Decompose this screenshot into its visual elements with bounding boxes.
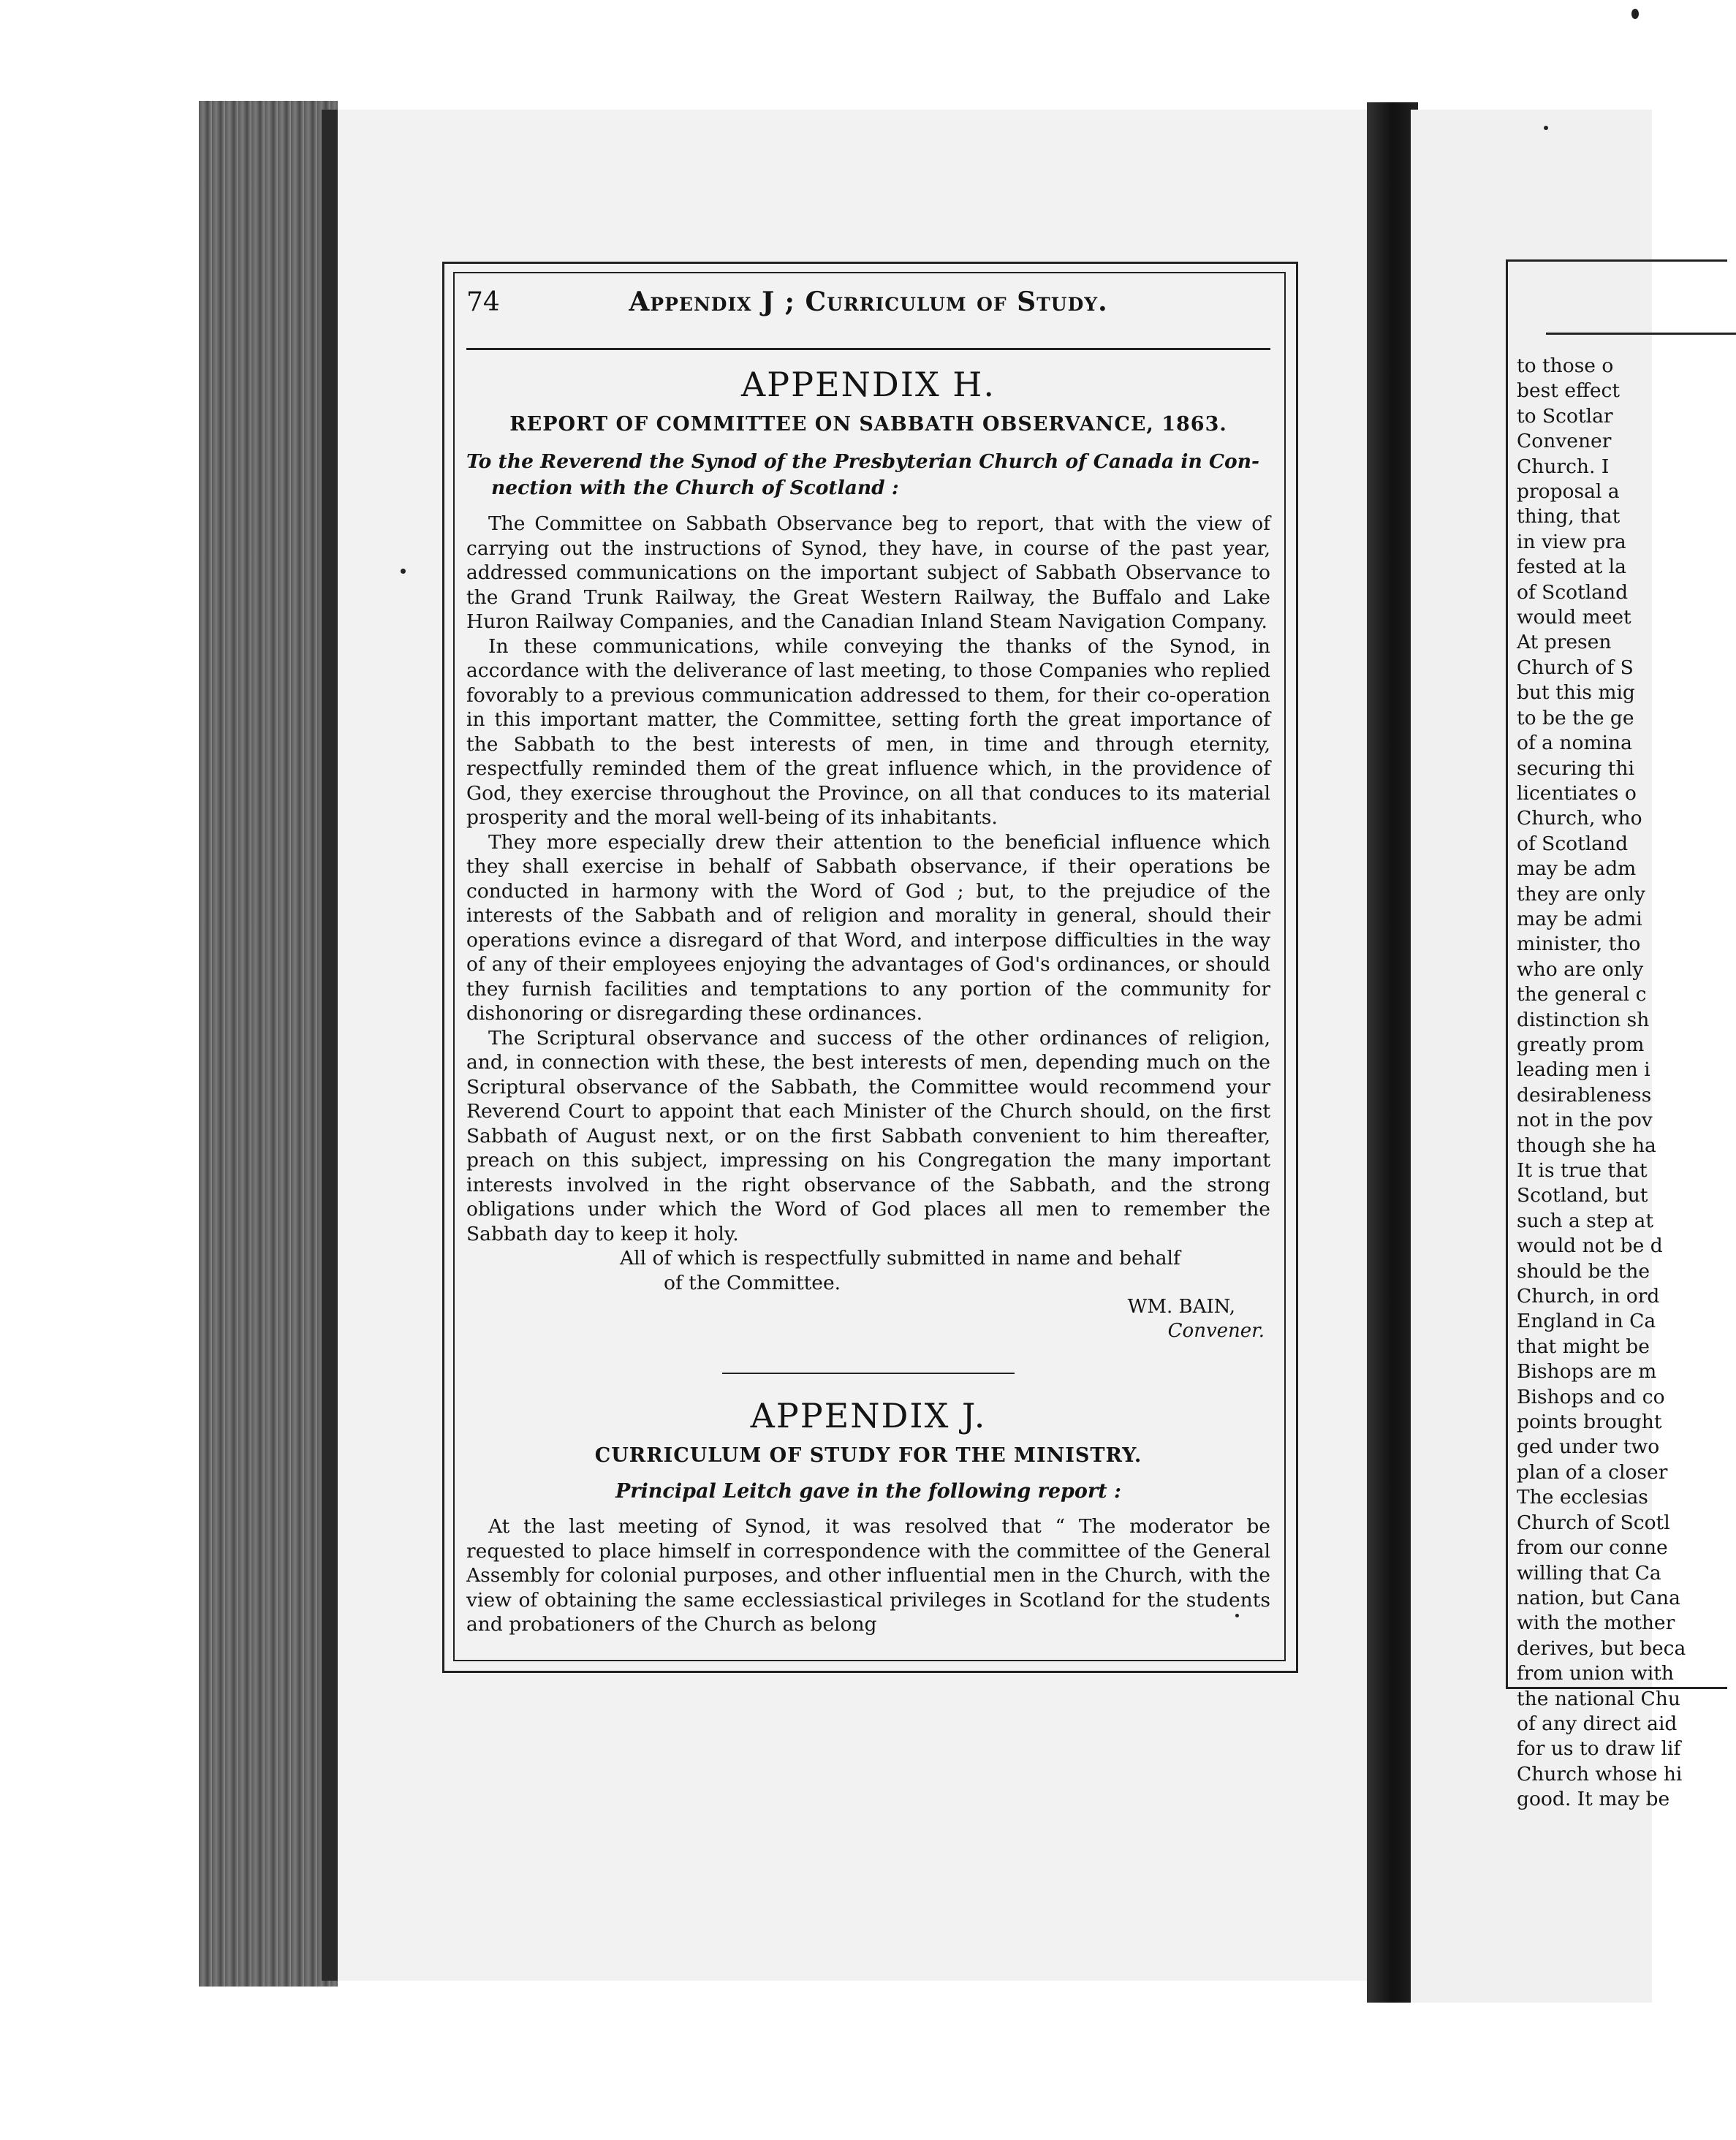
right-page-line: the national Chu [1517, 1687, 1680, 1710]
right-page-content [1517, 259, 1736, 1811]
right-page-line: Church whose hi [1517, 1762, 1683, 1786]
right-page-line: proposal a [1517, 480, 1620, 504]
right-page-line: though she ha [1517, 1134, 1656, 1157]
speck [1631, 9, 1639, 19]
right-page-line: to be the ge [1517, 706, 1634, 729]
page-number: 74 [466, 287, 500, 317]
right-page-line: to those o [1517, 354, 1614, 377]
right-page-line: for us to draw lif [1517, 1737, 1681, 1761]
appendix-j [466, 1396, 1270, 1637]
right-page-line: from union with [1517, 1662, 1674, 1685]
right-page-line: ged under two [1517, 1435, 1660, 1459]
right-page-line: of any direct aid [1517, 1712, 1678, 1735]
right-page-line: fested at la [1517, 555, 1626, 579]
signature-block [466, 1295, 1270, 1343]
appendix-j-subheading: CURRICULUM OF STUDY FOR THE MINISTRY. [594, 1444, 1142, 1467]
left-page-content [466, 276, 1270, 1650]
right-page-line: plan of a closer [1517, 1460, 1668, 1484]
right-page-line: in view pra [1517, 530, 1626, 553]
book-page-edges [199, 101, 338, 1987]
right-page-line: Church, in ord [1517, 1285, 1660, 1308]
closing-statement [466, 1246, 1270, 1295]
right-page-line: Church of Scotl [1517, 1511, 1670, 1534]
right-page-line: greatly prom [1517, 1033, 1645, 1056]
right-page-line: would meet [1517, 606, 1631, 629]
right-page-line: they are only [1517, 882, 1645, 906]
appendix-j-paragraph: At the last meeting of Synod, it was resolved that “ The moderator be requested to place himself in correspondence with the committee of the General Assembly for colonial purposes, and other influential men in the Church, with the view of obtaining the same ecclessiastical privileges in Scotland for the students and probationers of the Church as belong [466, 1515, 1270, 1636]
closing-line-1: All of which is respectfully submitted in name and behalf [620, 1247, 1180, 1270]
address-line-2: nection with the Church of Scotland : [491, 477, 899, 499]
running-title: Appendix J ; Curriculum of Study. [629, 287, 1108, 317]
right-header-rule [1546, 333, 1736, 335]
right-page-line: nation, but Cana [1517, 1586, 1680, 1609]
right-page-line: points brought [1517, 1411, 1662, 1434]
right-page-line: may be admi [1517, 907, 1642, 930]
right-page-line: desirableness [1517, 1083, 1652, 1107]
section-divider [722, 1373, 1015, 1374]
right-page-line: should be the [1517, 1259, 1650, 1283]
right-page-line: derives, but beca [1517, 1636, 1686, 1660]
address-line-1: To the Reverend the Synod of the Presbyterian Church of Canada in Con- [466, 450, 1259, 473]
right-page-line: who are only [1517, 957, 1644, 981]
paragraph-2: In these communications, while conveying the thanks of the Synod, in accordance with the deliverance of last meeting, to those Companies who replied fovorably to a previous communication addressed to them, for their co-operation in this important matter, the Committee, setting forth the great importance of the Sabbath to the best interests of men, in time and through eternity, respectfully reminded them of the great influence which, in the providence of God, they exercise throughout the Province, on all that conduces to its material prosperity and the moral well-being of its inhabitants. [466, 634, 1270, 829]
right-page-line: but this mig [1517, 681, 1635, 705]
right-page-line: willing that Ca [1517, 1561, 1661, 1585]
right-page-line: distinction sh [1517, 1008, 1650, 1031]
right-page-line: Bishops and co [1517, 1385, 1665, 1408]
right-page-line: not in the pov [1517, 1109, 1653, 1132]
appendix-h-heading: APPENDIX H. [740, 365, 996, 404]
right-page-line: Church, who [1517, 807, 1642, 830]
right-page-line: Bishops are m [1517, 1360, 1657, 1384]
right-page-line: that might be [1517, 1335, 1650, 1358]
paragraph-3: They more especially drew their attention to the beneficial influence which they shall exercise in behalf of Sabbath observance, if their operations be conducted in harmony with the Word of God ; but, to the prejudice of the interests of the Sabbath and of religion and morality in general, should their operations evince a disregard of that Word, and interpose difficulties in the way of any of their employees enjoying the advantages of God's ordinances, or should they furnish facilities and temptations to any portion of the community for dishonoring or disregarding these ordinances. [466, 830, 1270, 1025]
header-rule [466, 348, 1270, 350]
speck [1235, 1614, 1239, 1617]
right-page-line: of a nomina [1517, 732, 1632, 755]
paragraph-1: The Committee on Sabbath Observance beg to report, that with the view of carrying out the instructions of Synod, they have, in course of the past year, addressed communications on the important subject of Sabbath Observance to the Grand Trunk Railway, the Great Western Railway, the Buffalo and Lake Huron Railway Companies, and the Canadian Inland Steam Navigation Company. [466, 512, 1270, 633]
right-page-line: best effect [1517, 379, 1621, 403]
right-page-line: from our conne [1517, 1536, 1668, 1560]
paragraph-4: The Scriptural observance and success of the other ordinances of religion, and, in connection with these, the best interests of men, depending much on the Scriptural observance of the Sabbath, the Committee would recommend your Reverend Court to appoint that each Minister of the Church should, on the first Sabbath of August next, or on the first Sabbath convenient to him thereafter, preach on this subject, impressing on his Congregation the many important interests involved in the right observance of the Sabbath, and the strong obligations under which the Word of God places all men to remember the Sabbath day to keep it holy. [466, 1026, 1270, 1245]
speck [1544, 126, 1548, 130]
right-page-line: good. It may be [1517, 1788, 1670, 1811]
right-page-line: thing, that [1517, 505, 1621, 528]
signer-name: WM. BAIN, [1127, 1296, 1235, 1318]
speck [401, 569, 406, 574]
right-page-line: Convener [1517, 430, 1612, 453]
running-head [466, 287, 1270, 338]
closing-line-2: of the Committee. [664, 1271, 841, 1294]
right-page-line: Church of S [1517, 656, 1634, 679]
signer-role: Convener. [1167, 1320, 1265, 1342]
right-page-line: leading men i [1517, 1058, 1650, 1082]
right-page-line: would not be d [1517, 1234, 1663, 1258]
appendix-h [466, 365, 1270, 1343]
right-page-line: At presen [1517, 631, 1612, 654]
right-page-line: securing thi [1517, 756, 1634, 780]
appendix-h-subheading: REPORT OF COMMITTEE ON SABBATH OBSERVANCE, 1863. [509, 413, 1227, 436]
right-page-lines [1517, 354, 1736, 1813]
right-page-line: Scotland, but [1517, 1184, 1648, 1207]
right-page-line: licentiates o [1517, 781, 1637, 805]
right-page-line: It is true that [1517, 1159, 1648, 1182]
right-page-line: such a step at [1517, 1209, 1653, 1232]
report-intro: Principal Leitch gave in the following report : [615, 1480, 1122, 1503]
right-page-line: Church. I [1517, 455, 1610, 478]
address-salutation [466, 449, 1270, 501]
right-page-line: with the mother [1517, 1612, 1675, 1635]
right-page-line: of Scotland [1517, 832, 1629, 855]
right-page-line: England in Ca [1517, 1310, 1656, 1333]
right-page-line: of Scotland [1517, 580, 1629, 604]
right-page-line: The ecclesias [1517, 1486, 1648, 1509]
right-page-line: minister, tho [1517, 933, 1641, 956]
appendix-j-heading: APPENDIX J. [750, 1396, 987, 1435]
right-page-line: to Scotlar [1517, 404, 1613, 428]
right-page-line: the general c [1517, 983, 1647, 1006]
right-page-line: may be adm [1517, 857, 1637, 881]
